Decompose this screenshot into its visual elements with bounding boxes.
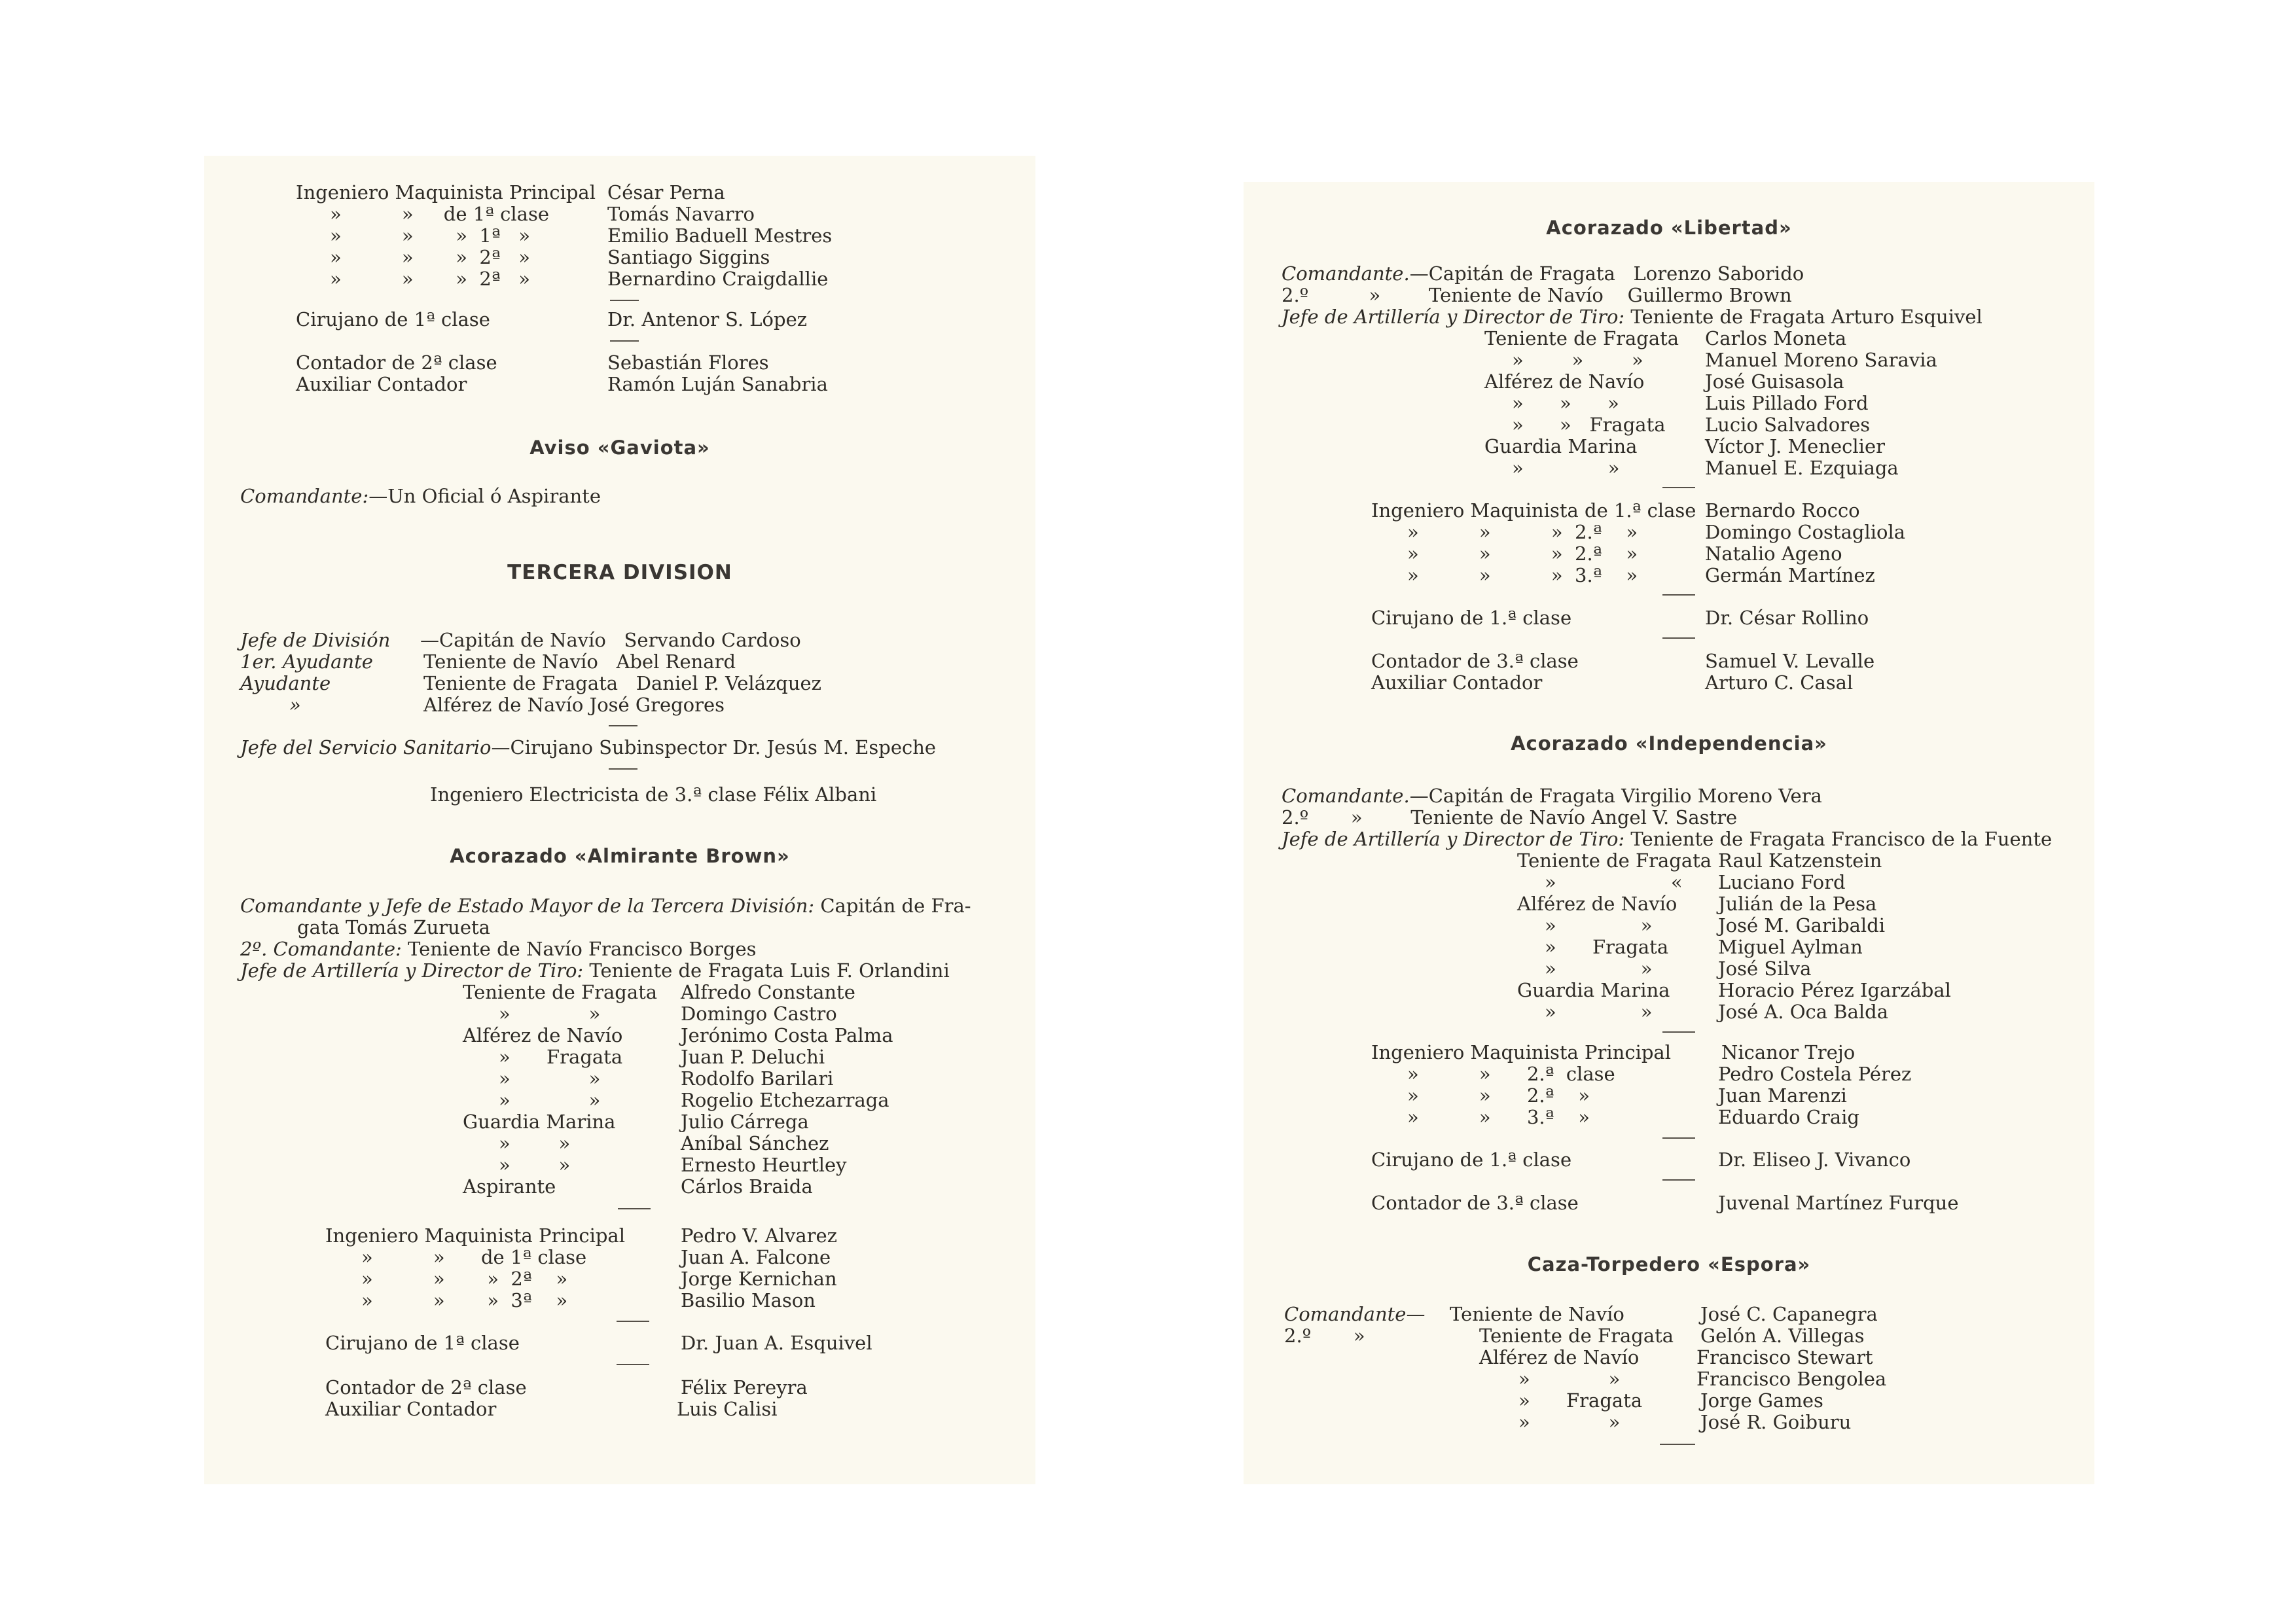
independencia-comandante: Comandante.—Capitán de Fragata Virgilio Moreno Vera	[1282, 785, 1822, 807]
engineer-name: Eduardo Craig	[1718, 1106, 1859, 1128]
division-text: Alférez de Navío José Gregores	[423, 694, 725, 716]
auxiliar-name: Ramón Luján Sanabria	[607, 373, 828, 395]
servicio-sanitario: Jefe del Servicio Sanitario—Cirujano Subinspector Dr. Jesús M. Espeche	[240, 736, 937, 758]
cirujano-name: Dr. César Rollino	[1705, 607, 1869, 629]
espora-comandante-label: Comandante—	[1284, 1303, 1426, 1325]
officer-name: Luciano Ford	[1718, 871, 1846, 893]
tercera-division-heading: TERCERA DIVISION	[507, 561, 732, 584]
contador-rank: Contador de 3.ª clase	[1371, 650, 1579, 672]
officer-name: Carlos Moneta	[1705, 327, 1847, 349]
contador-name: Samuel V. Levalle	[1705, 650, 1875, 672]
gaviota-comandante: Comandante:—Un Oficial ó Aspirante	[240, 485, 601, 507]
contador-name: Félix Pereyra	[681, 1376, 808, 1399]
officer-rank: » «	[1545, 871, 1683, 893]
left-page	[204, 156, 1035, 1484]
officer-rank: » »	[499, 1132, 571, 1154]
officer-name: Horacio Pérez Igarzábal	[1718, 979, 1951, 1001]
officer-rank: » »	[499, 1003, 601, 1025]
auxiliar-rank: Auxiliar Contador	[325, 1398, 497, 1420]
officer-rank: Guardia Marina	[1484, 435, 1638, 457]
name: Santiago Siggins	[607, 246, 770, 268]
engineer-rank: » » » 2ª »	[361, 1268, 568, 1290]
name: Tomás Navarro	[607, 203, 755, 225]
division-label: 1er. Ayudante	[240, 651, 373, 673]
gaviota-heading: Aviso «Gaviota»	[529, 437, 710, 459]
brown-jefe-artilleria: Jefe de Artillería y Director de Tiro: Teniente de Fragata Luis F. Orlandini	[240, 959, 950, 982]
engineer-rank: » » 2.ª clase	[1407, 1063, 1615, 1085]
officer-rank: » Fragata	[1545, 936, 1669, 958]
officer-name: José C. Capanegra	[1700, 1303, 1878, 1325]
divider	[1662, 1179, 1695, 1181]
divider	[1662, 1137, 1695, 1139]
engineer-name: Bernardo Rocco	[1705, 499, 1860, 522]
officer-name: Francisco Bengolea	[1696, 1368, 1887, 1390]
officer-rank: » Fragata	[499, 1046, 623, 1068]
officer-name: Manuel E. Ezquiaga	[1705, 457, 1899, 479]
engineer-rank: » » de 1ª clase	[361, 1246, 587, 1268]
engineer-rank: Ingeniero Maquinista Principal	[1371, 1041, 1671, 1063]
cirujano-rank: Cirujano de 1ª clase	[296, 308, 490, 330]
cirujano-name: Dr. Antenor S. López	[607, 308, 808, 330]
auxiliar-rank: Auxiliar Contador	[1371, 671, 1543, 694]
espora-heading: Caza-Torpedero «Espora»	[1527, 1253, 1811, 1275]
division-text: Teniente de Navío Abel Renard	[423, 651, 736, 673]
officer-name: José Silva	[1718, 957, 1812, 980]
engineer-name: Pedro Costela Pérez	[1718, 1063, 1912, 1085]
officer-rank: Alférez de Navío	[1517, 893, 1677, 915]
officer-name: Víctor J. Meneclier	[1705, 435, 1885, 457]
divider	[610, 340, 639, 342]
officer-name: José Guisasola	[1705, 370, 1844, 393]
officer-name: Miguel Aylman	[1718, 936, 1863, 958]
engineer-name: Pedro V. Alvarez	[681, 1224, 837, 1247]
officer-rank: » »	[1512, 457, 1620, 479]
contador-rank: Contador de 3.ª clase	[1371, 1192, 1579, 1214]
engineer-name: Juan Marenzi	[1718, 1084, 1847, 1107]
engineer-name: Domingo Costagliola	[1705, 521, 1906, 543]
officer-rank: » »	[499, 1067, 601, 1090]
officer-name: Manuel Moreno Saravia	[1705, 349, 1937, 371]
division-label: Jefe de División	[240, 629, 391, 651]
divider	[617, 1364, 649, 1365]
cirujano-rank: Cirujano de 1.ª clase	[1371, 1149, 1572, 1171]
rank: » » » 1ª »	[330, 224, 531, 247]
officer-name: José A. Oca Balda	[1718, 1001, 1888, 1023]
division-label: Ayudante	[240, 672, 331, 694]
contador-name: Sebastián Flores	[607, 351, 769, 374]
auxiliar-name: Arturo C. Casal	[1705, 671, 1854, 694]
name: Emilio Baduell Mestres	[607, 224, 833, 247]
rank: » » » 2ª »	[330, 246, 531, 268]
officer-name: Jerónimo Costa Palma	[681, 1024, 893, 1046]
divider	[618, 1208, 651, 1209]
name: César Perna	[607, 181, 725, 204]
officer-name: Rodolfo Barilari	[681, 1067, 834, 1090]
officer-rank: Teniente de Fragata	[1484, 327, 1679, 349]
electricista: Ingeniero Electricista de 3.ª clase Félix Albani	[430, 783, 877, 806]
engineer-name: Juan A. Falcone	[681, 1246, 831, 1268]
engineer-name: Nicanor Trejo	[1721, 1041, 1856, 1063]
engineer-rank: Ingeniero Maquinista de 1.ª clase	[1371, 499, 1696, 522]
independencia-heading: Acorazado «Independencia»	[1511, 732, 1827, 755]
officer-rank: » » »	[1512, 392, 1619, 414]
espora-segundo-label: 2.º »	[1284, 1325, 1365, 1347]
officer-rank: » »	[1545, 914, 1653, 936]
officer-rank: Teniente de Fragata	[1479, 1325, 1674, 1347]
officer-name: Francisco Stewart	[1696, 1346, 1873, 1368]
officer-rank: » »	[1518, 1368, 1621, 1390]
officer-name: Ernesto Heurtley	[681, 1154, 847, 1176]
divider	[1660, 1444, 1695, 1445]
officer-name: Domingo Castro	[681, 1003, 837, 1025]
officer-rank: » » Fragata	[1512, 414, 1666, 436]
engineer-rank: » » 3.ª »	[1407, 1106, 1590, 1128]
officer-name: Alfredo Constante	[681, 981, 855, 1003]
officer-rank: Teniente de Fragata	[463, 981, 658, 1003]
divider	[1662, 1031, 1695, 1033]
auxiliar-name: Luis Calisi	[677, 1398, 778, 1420]
libertad-segundo: 2.º » Teniente de Navío Guillermo Brown	[1282, 284, 1792, 306]
officer-rank: » »	[1545, 957, 1653, 980]
engineer-name: Basilio Mason	[681, 1289, 816, 1311]
officer-name: Lucio Salvadores	[1705, 414, 1871, 436]
officer-name: Julián de la Pesa	[1718, 893, 1877, 915]
auxiliar-rank: Auxiliar Contador	[296, 373, 467, 395]
divider	[1662, 487, 1695, 488]
divider	[609, 725, 637, 726]
officer-name: Juan P. Deluchi	[681, 1046, 825, 1068]
divider	[1662, 637, 1695, 639]
division-label: »	[289, 694, 301, 716]
officer-rank: » Fragata	[1518, 1389, 1643, 1412]
contador-rank: Contador de 2ª clase	[296, 351, 497, 374]
division-text: —Capitán de Navío Servando Cardoso	[420, 629, 801, 651]
officer-rank: » »	[499, 1154, 571, 1176]
officer-rank: Teniente de Fragata	[1517, 849, 1712, 872]
cirujano-name: Dr. Juan A. Esquivel	[681, 1332, 872, 1354]
officer-rank: Aspirante	[463, 1175, 556, 1198]
officer-rank: Teniente de Navío	[1450, 1303, 1624, 1325]
officer-rank: Alférez de Navío	[463, 1024, 623, 1046]
officer-rank: Guardia Marina	[1517, 979, 1670, 1001]
engineer-rank: Ingeniero Maquinista Principal	[325, 1224, 625, 1247]
brown-comandante-cont: gata Tomás Zurueta	[297, 916, 490, 938]
rank: » » de 1ª clase	[330, 203, 550, 225]
almirante-brown-heading: Acorazado «Almirante Brown»	[450, 845, 790, 867]
rank: Ingeniero Maquinista Principal	[296, 181, 596, 204]
independencia-segundo: 2.º » Teniente de Navío Angel V. Sastre	[1282, 806, 1738, 829]
right-page	[1244, 182, 2094, 1484]
name: Bernardino Craigdallie	[607, 268, 829, 290]
contador-rank: Contador de 2ª clase	[325, 1376, 527, 1399]
libertad-heading: Acorazado «Libertad»	[1546, 217, 1792, 239]
officer-name: Luis Pillado Ford	[1705, 392, 1869, 414]
division-text: Teniente de Fragata Daniel P. Velázquez	[423, 672, 821, 694]
officer-name: José M. Garibaldi	[1718, 914, 1886, 936]
divider	[1662, 594, 1695, 596]
officer-name: José R. Goiburu	[1700, 1411, 1852, 1433]
engineer-rank: » » » 3.ª »	[1407, 564, 1638, 586]
officer-rank: Alférez de Navío	[1479, 1346, 1640, 1368]
officer-name: Julio Cárrega	[681, 1111, 809, 1133]
engineer-rank: » » » 2.ª »	[1407, 543, 1638, 565]
officer-rank: » »	[499, 1089, 601, 1111]
officer-rank: Alférez de Navío	[1484, 370, 1645, 393]
engineer-name: Natalio Ageno	[1705, 543, 1842, 565]
divider	[610, 300, 639, 301]
brown-comandante: Comandante y Jefe de Estado Mayor de la Tercera División: Capitán de Fra-	[240, 895, 971, 917]
cirujano-name: Dr. Eliseo J. Vivanco	[1718, 1149, 1911, 1171]
officer-rank: » »	[1518, 1411, 1621, 1433]
engineer-rank: » » 2.ª »	[1407, 1084, 1590, 1107]
officer-rank: » »	[1545, 1001, 1653, 1023]
officer-name: Rogelio Etchezarraga	[681, 1089, 889, 1111]
officer-name: Cárlos Braida	[681, 1175, 813, 1198]
engineer-rank: » » » 2.ª »	[1407, 521, 1638, 543]
engineer-name: Jorge Kernichan	[681, 1268, 837, 1290]
officer-name: Jorge Games	[1700, 1389, 1823, 1412]
brown-segundo: 2º. Comandante: Teniente de Navío Francisco Borges	[240, 938, 757, 960]
cirujano-rank: Cirujano de 1.ª clase	[1371, 607, 1572, 629]
engineer-name: Germán Martínez	[1705, 564, 1875, 586]
libertad-comandante: Comandante.—Capitán de Fragata Lorenzo Saborido	[1282, 262, 1804, 285]
officer-name: Gelón A. Villegas	[1700, 1325, 1865, 1347]
divider	[609, 768, 637, 770]
cirujano-rank: Cirujano de 1ª clase	[325, 1332, 520, 1354]
officer-name: Aníbal Sánchez	[681, 1132, 829, 1154]
officer-name: Raul Katzenstein	[1718, 849, 1882, 872]
officer-rank: Guardia Marina	[463, 1111, 616, 1133]
independencia-jefe-artilleria: Jefe de Artillería y Director de Tiro: Teniente de Fragata Francisco de la Fuente	[1282, 828, 2053, 850]
officer-rank: » » »	[1512, 349, 1643, 371]
engineer-rank: » » » 3ª »	[361, 1289, 568, 1311]
contador-name: Juvenal Martínez Furque	[1718, 1192, 1959, 1214]
libertad-jefe-artilleria: Jefe de Artillería y Director de Tiro: Teniente de Fragata Arturo Esquivel	[1282, 306, 1982, 328]
divider	[617, 1321, 649, 1322]
rank: » » » 2ª »	[330, 268, 531, 290]
